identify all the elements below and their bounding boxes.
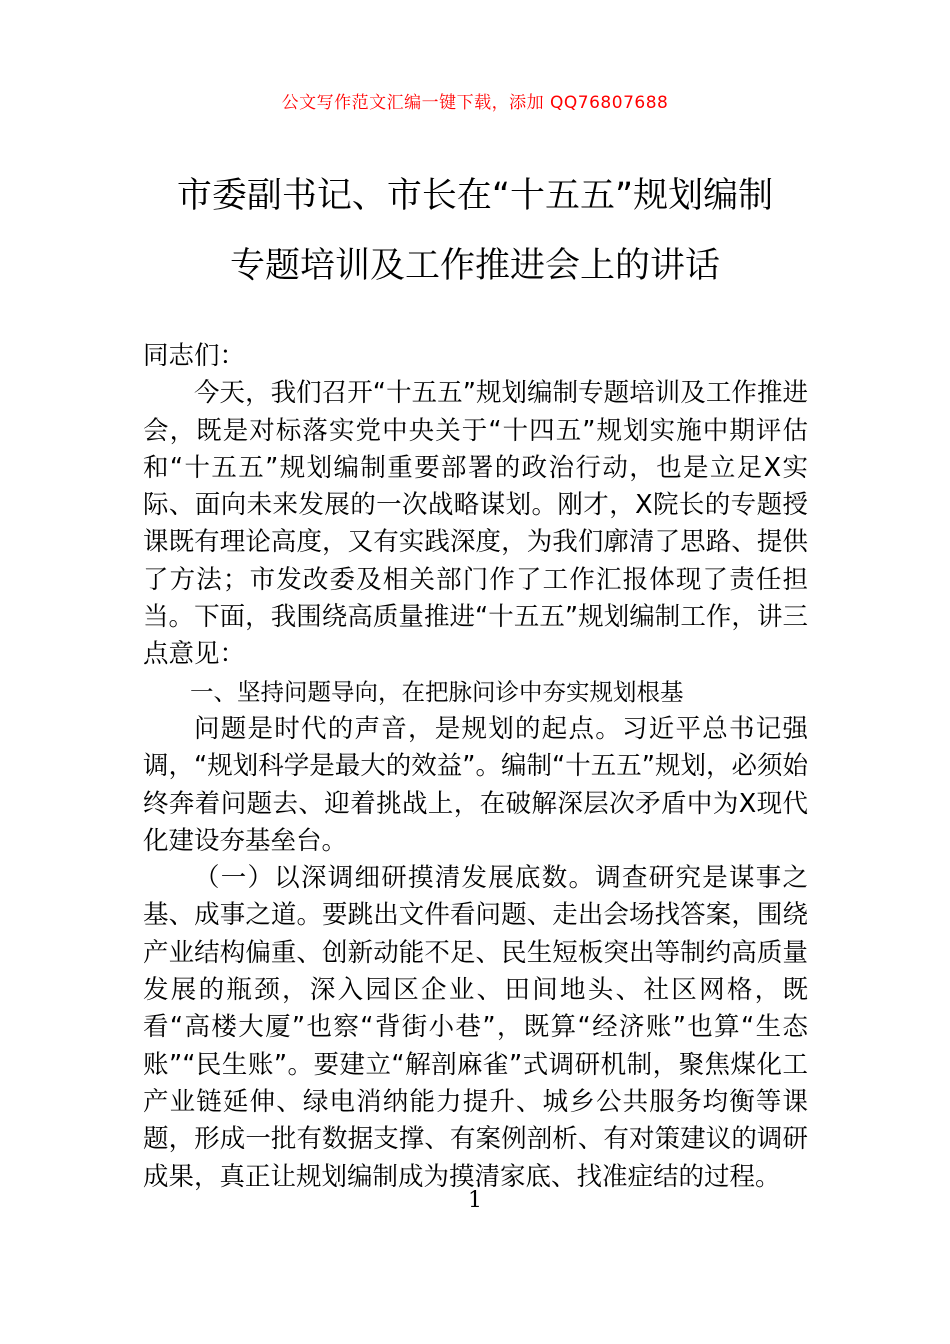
- section-1-heading: 一、坚持问题导向，在把脉问诊中夯实规划根基: [190, 677, 684, 706]
- page-number: 1: [468, 1188, 482, 1213]
- subsection-1-paragraph: （一）以深调细研摸清发展底数。调查研究是谋事之基、成事之道。要跳出文件看问题、走出会场找答案，围绕产业结构偏重、创新动能不足、民生短板突出等制约高质量发展的瓶颈，深入园区企业、田间地头、社区网格，既看“高楼大厦”也察“背街小巷”，既算“经济账”也算“生态账”“民生账”。要建立“解剖麻雀”式调研机制，聚焦煤化工产业链延伸、绿电消纳能力提升、城乡公共服务均衡等课题，形成一批有数据支撑、有案例剖析、有对策建议的调研成果，真正让规划编制成为摸清家底、找准症结的过程。: [143, 863, 808, 1192]
- download-notice: 公文写作范文汇编一键下载，添加 QQ76807688: [281, 93, 669, 113]
- document-title-line-1: 市委副书记、市长在“十五五”规划编制: [176, 176, 774, 216]
- salutation: 同志们：: [143, 341, 246, 371]
- document-body: [143, 338, 808, 1196]
- section-1-intro-paragraph: 问题是时代的声音，是规划的起点。习近平总书记强调，“规划科学是最大的效益”。编制“十五五”规划，必须始终奔着问题去、迎着挑战上，在破解深层次矛盾中为X现代化建设夯基垒台。: [143, 713, 808, 856]
- document-title-line-2: 专题培训及工作推进会上的讲话: [229, 246, 720, 286]
- opening-paragraph: 今天，我们召开“十五五”规划编制专题培训及工作推进会，既是对标落实党中央关于“十四五”规划实施中期评估和“十五五”规划编制重要部署的政治行动，也是立足X实际、面向未来发展的一次战略谋划。刚才，X院长的专题授课既有理论高度，又有实践深度，为我们廓清了思路、提供了方法；市发改委及相关部门作了工作汇报体现了责任担当。下面，我围绕高质量推进“十五五”规划编制工作，讲三点意见：: [143, 378, 808, 670]
